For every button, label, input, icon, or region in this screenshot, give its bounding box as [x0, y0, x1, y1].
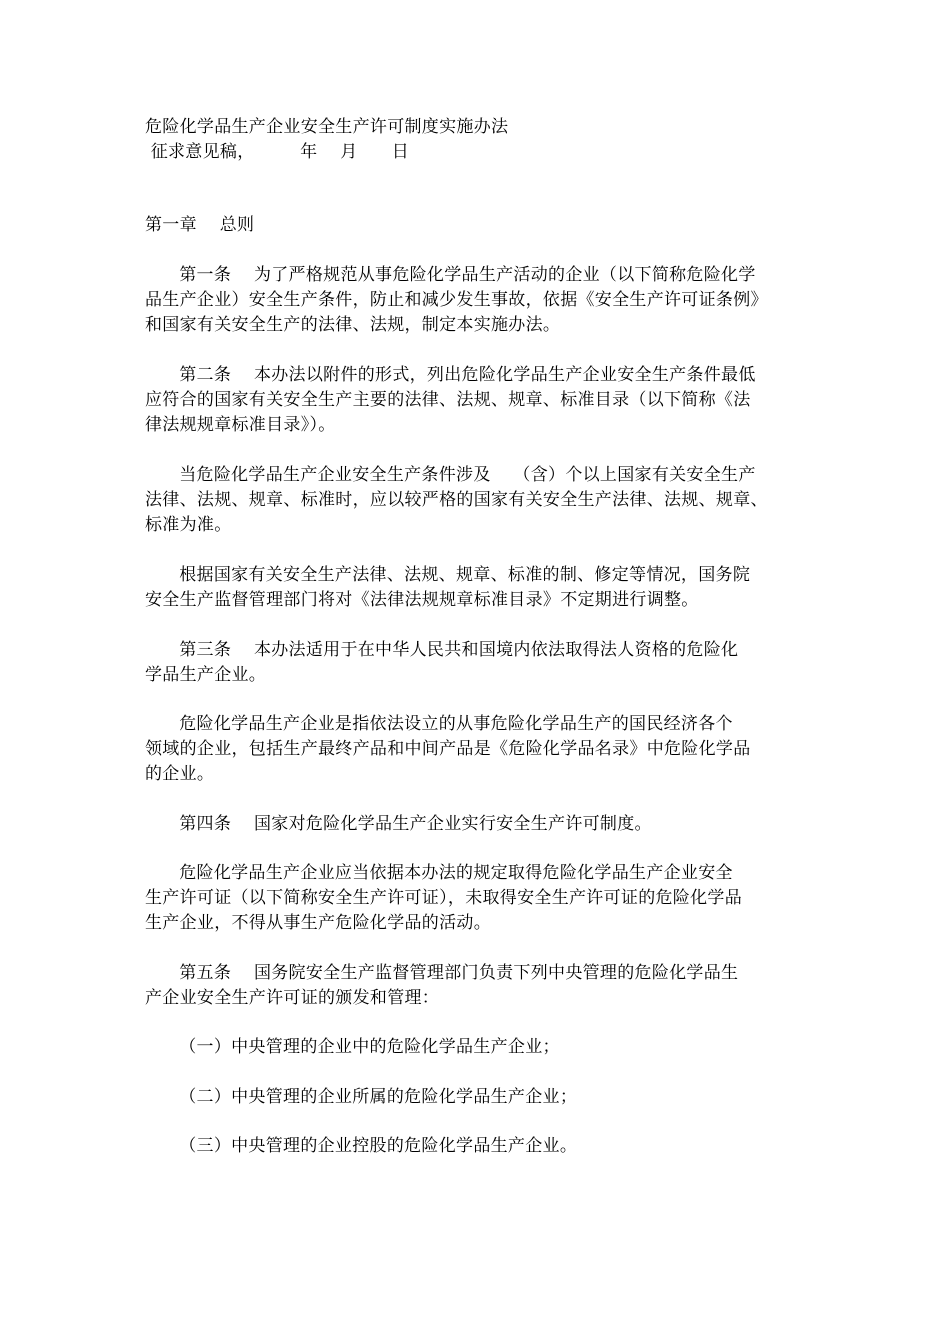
paragraph-line: 生产企业，不得从事生产危险化学品的活动。	[145, 913, 491, 933]
paragraph-line: （一）中央管理的企业中的危险化学品生产企业；	[145, 1037, 560, 1057]
paragraph-line: 第四条 国家对危险化学品生产企业实行安全生产许可制度。	[145, 814, 652, 834]
document-subtitle: 征求意见稿， 年 月 日	[145, 142, 410, 162]
paragraph-line: 应符合的国家有关安全生产主要的法律、法规、规章、标准目录（以下简称《法	[145, 390, 751, 410]
paragraph-line: 标准为准。	[145, 515, 232, 535]
paragraph-line: （三）中央管理的企业控股的危险化学品生产企业。	[145, 1136, 578, 1156]
paragraph-line: 领域的企业，包括生产最终产品和中间产品是《危险化学品名录》中危险化学品	[145, 739, 751, 759]
paragraph-line: 第一条 为了严格规范从事危险化学品生产活动的企业（以下简称危险化学	[145, 265, 756, 285]
paragraph-line: 第五条 国务院安全生产监督管理部门负责下列中央管理的危险化学品生	[145, 963, 739, 983]
paragraph-line: 根据国家有关安全生产法律、法规、规章、标准的制、修定等情况，国务院	[145, 565, 751, 585]
paragraph-line: 的企业。	[145, 764, 215, 784]
paragraph-line: 学品生产企业。	[145, 665, 267, 685]
paragraph-line: 当危险化学品生产企业安全生产条件涉及 （含）个以上国家有关安全生产	[145, 465, 756, 485]
paragraph-line: 律法规规章标准目录》）。	[145, 415, 336, 435]
paragraph-line: 和国家有关安全生产的法律、法规，制定本实施办法。	[145, 315, 561, 335]
paragraph-line: 第二条 本办法以附件的形式，列出危险化学品生产企业安全生产条件最低	[145, 365, 756, 385]
paragraph-line: 产企业安全生产许可证的颁发和管理：	[145, 988, 440, 1008]
paragraph-line: （二）中央管理的企业所属的危险化学品生产企业；	[145, 1087, 578, 1107]
paragraph-line: 危险化学品生产企业是指依法设立的从事危险化学品生产的国民经济各个	[145, 714, 733, 734]
paragraph-line: 安全生产监督管理部门将对《法律法规规章标准目录》不定期进行调整。	[145, 590, 699, 610]
paragraph-line: 品生产企业）安全生产条件，防止和减少发生事故，依据《安全生产许可证条例》	[145, 290, 768, 310]
paragraph-line: 危险化学品生产企业应当依据本办法的规定取得危险化学品生产企业安全	[145, 863, 733, 883]
document-title: 危险化学品生产企业安全生产许可制度实施办法	[145, 117, 509, 137]
paragraph-line: 法律、法规、规章、标准时，应以较严格的国家有关安全生产法律、法规、规章、	[145, 490, 768, 510]
paragraph-line: 生产许可证（以下简称安全生产许可证），未取得安全生产许可证的危险化学品	[145, 888, 742, 908]
chapter-heading: 第一章 总则	[145, 215, 255, 235]
paragraph-line: 第三条 本办法适用于在中华人民共和国境内依法取得法人资格的危险化	[145, 640, 739, 660]
